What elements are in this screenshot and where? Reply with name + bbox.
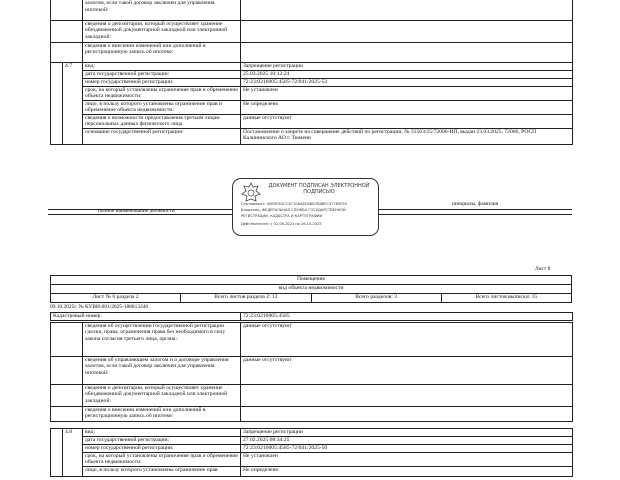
row-label: номер государственной регистрации: [83, 445, 241, 453]
position-label: полное наименование должности [98, 208, 175, 214]
row-value [241, 407, 573, 422]
top-continuation-table [50, 0, 573, 63]
section-number: 4.8 [63, 429, 83, 477]
row-label: сведения о внесении изменений или дополнений в регистрационную запись об ипотеке: [83, 43, 241, 63]
row-value: данные отсутствуют [241, 357, 573, 385]
row-value: 27.02.2025 08:34:25 [241, 437, 573, 445]
row-value: 72:23:0216005:4585-72/041/2025-50 [241, 445, 573, 453]
row-value: Не определено [241, 467, 573, 477]
total-sheets-extract: Всего листов выписки: 15 [441, 294, 571, 303]
row-label: сведения о депозитарии, который осуществляет хранение обездвиженной документарной закладной или электронной закладной: [83, 21, 241, 43]
row-label: сведения об управляющем залогом и о договоре управления залогом, если такой договор заключен для управления ипотекой: [83, 357, 241, 385]
row-label: вид: [83, 429, 241, 437]
row-value: Не установлен [241, 87, 573, 101]
row-label: сведения об осуществлении государственной регистрации сделки, права, ограничения права без необходимого в силу закона согласия третьего лица, органа: [83, 323, 241, 357]
row-label: дата государственной регистрации: [83, 71, 241, 79]
row-value: Не установлен [241, 453, 573, 467]
section-4-8-table [50, 428, 573, 477]
row-value [241, 43, 573, 63]
row-value [241, 0, 573, 21]
total-sections: Всего разделов: 3 [311, 294, 441, 303]
row-label: вид: [83, 63, 241, 71]
object-type: Помещение [51, 276, 572, 285]
row-label: сведения о возможности предоставления третьим лицам персональных данных физического лица [83, 115, 241, 129]
sheet-number: Лист 8 [535, 266, 551, 272]
row-label: основание государственной регистрации: [83, 129, 241, 145]
sheet-of-section: Лист № 6 раздела 2 [51, 294, 181, 303]
extract-id: 09.10.2025г. № КУВИ-001/2025-188813246 [50, 304, 149, 310]
row-value: Постановление о запрете на совершение действий по регистрации, № 31563/25/72006-ИП, выдан 23.03.2025, 72006, РОСП Калининского АО г. Тюмени [241, 129, 573, 145]
name-label: инициалы, фамилия [452, 201, 499, 207]
electronic-signature-stamp [232, 178, 379, 236]
section-number: 4.7 [63, 63, 83, 145]
object-header-table [50, 275, 572, 303]
row-label: лицо, в пользу которого установлены ограничение прав [83, 467, 241, 477]
row-value: Запрещение регистрации [241, 429, 573, 437]
stamp-certificate: Сертификат: 00B5F3DCC3C10AA6CB8D7BA6FC37765F55 [241, 202, 347, 206]
row-label: срок, на который установлены ограничение прав и обременение объекта недвижимости: [83, 87, 241, 101]
row-value: данные отсутствуют [241, 323, 573, 357]
row-label: срок, на который установлены ограничение прав и обременение объекта недвижимости: [83, 453, 241, 467]
stamp-title: ДОКУМЕНТ ПОДПИСАН ЭЛЕКТРОННОЙ ПОДПИСЬЮ [268, 183, 370, 195]
section-4-7-table [50, 62, 573, 145]
cadastral-table [50, 312, 573, 321]
stamp-owner: Владелец: ФЕДЕРАЛЬНАЯ СЛУЖБА ГОСУДАРСТВЕННОЙ [241, 208, 346, 212]
total-sheets-section: Всего листов раздела 2: 12 [181, 294, 311, 303]
row-value: Не определено [241, 101, 573, 115]
row-label: сведения о внесении изменений или дополнений в регистрационную запись об ипотеке: [83, 407, 241, 422]
row-value: Запрещение регистрации [241, 63, 573, 71]
stamp-valid: Действителен: с 02.08.2024 по 26.10.2025 [241, 222, 322, 226]
signature-line-right [372, 209, 572, 210]
row-label: залогом, если такой договор заключен для управления ипотекой: [83, 0, 241, 21]
row-label: дата государственной регистрации: [83, 437, 241, 445]
cadastral-value: 72:23:0216005:4585 [241, 313, 573, 321]
row-value [241, 385, 573, 407]
row-label: сведения о депозитарии, который осуществляет хранение обездвиженной документарной закладной или электронной закладной: [83, 385, 241, 407]
row-value: данные отсутствуют [241, 115, 573, 129]
row-label: номер государственной регистрации: [83, 79, 241, 87]
stamp-owner-2: РЕГИСТРАЦИИ, КАДАСТРА И КАРТОГРАФИИ [241, 214, 323, 218]
row-value [241, 21, 573, 43]
object-type-caption: вид объекта недвижимости [51, 285, 572, 294]
row-value: 72:23:0216005:4585-72/041/2025-53 [241, 79, 573, 87]
row-value: 25.03.2025 10:12:24 [241, 71, 573, 79]
row-label: лицо, в пользу которого установлены ограничение прав и обременение объекта недвижимости: [83, 101, 241, 115]
page8-rows-table [50, 322, 573, 422]
cadastral-label: Кадастровый номер: [51, 313, 241, 321]
